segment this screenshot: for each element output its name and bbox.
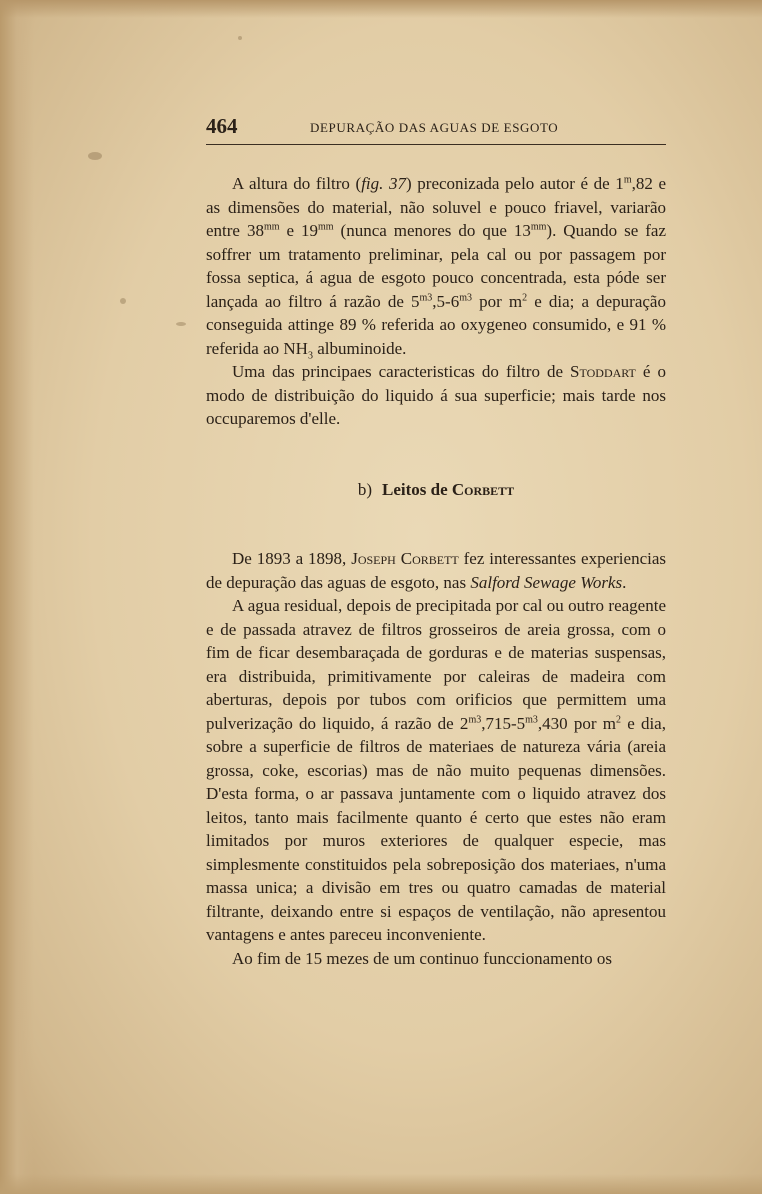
- person-name-stoddart: Stoddart: [570, 362, 636, 381]
- figure-reference: fig. 37: [361, 174, 407, 193]
- place-name: Salford Sewage Works: [470, 572, 623, 592]
- section-letter: b): [357, 480, 372, 499]
- paragraph-filter-height: A altura do filtro (fig. 37) preconizada pelo autor é de 1$^m$,82 e as dimensões do material, não soluvel e pouco friavel, variarão entre $38^{mm}$ e $19^{mm}$ (nunca menores do que $13^{mm}$). Quando se faz soffrer um tratamento preliminar, pela cal ou por passagem por fossa septica, á agua de esgoto pouco concentrada, esta póde ser lançada ao filtro á razão de $5^{m3},5-6^{m3}$ por $m^2$ e dia; a depuração conseguida attinge 89 % referida ao oxygeneo consumido, e 91 % referida ao $NH_3$ albuminoide.: [206, 174, 667, 361]
- paragraph-residual-water: A agua residual, depois de precipitada por cal ou outro reagente e de passada atravez de filtros grosseiros de areia grossa, com o fim de ficar desembaraçada de gorduras e de materias suspensas, era distribuida, primitivamente por caleiras de madeira com aberturas, depois por tubos com orificios que permittem uma pulverização do liquido, á razão de $2^{m3},715-5^{m3},430$ por $m^2$ e dia, sobre a superficie de filtros de materiaes de natureza vária (areia grossa, coke, escorias) mas de não muito pequenas dimensões. D'esta forma, o ar passava juntamente com o liquido atravez dos leitos, tanto mais facilmente quanto é certo que estes não eram limitados por muros exteriores de qualquer especie, mas simplesmente constituidos pela sobreposição dos materiaes, n'uma massa unica; a divisão em tres ou quatro camadas de material filtrante, deixando entre si espaços de ventilação, não apresentou vantagens e antes pareceu inconveniente.: [206, 596, 666, 944]
- page-number: 464: [206, 114, 238, 138]
- ink-smudge: [88, 152, 102, 160]
- page-bottom-edge-shadow: [0, 1174, 762, 1194]
- text-block-bottom: [206, 547, 666, 970]
- person-name-corbett: Joseph Corbett: [351, 549, 459, 568]
- page-header: [206, 114, 666, 145]
- ink-smudge: [176, 322, 186, 326]
- text-block-top: [206, 172, 666, 431]
- section-title: Leitos de Corbett: [381, 480, 515, 499]
- paragraph-fifteen-months: Ao fim de 15 mezes de um continuo funccionamento os: [232, 948, 613, 968]
- paragraph-corbett-experiments: De 1893 a 1898, Joseph Corbett fez interessantes experiencias de depuração das aguas de esgoto, nas Salford Sewage Works.: [206, 549, 667, 592]
- page-top-edge-shadow: [0, 0, 762, 18]
- running-title: DEPURAÇÃO DAS AGUAS DE ESGOTO: [310, 120, 559, 135]
- section-heading: [206, 480, 666, 500]
- ink-smudge: [120, 298, 126, 304]
- ink-smudge: [238, 36, 242, 40]
- paragraph-stoddart: Uma das principaes caracteristicas do filtro de Stoddart é o modo de distribuição do liquido á sua superficie; mais tarde nos occuparemos d'elle.: [206, 362, 667, 428]
- page-left-edge-shadow: [0, 0, 34, 1194]
